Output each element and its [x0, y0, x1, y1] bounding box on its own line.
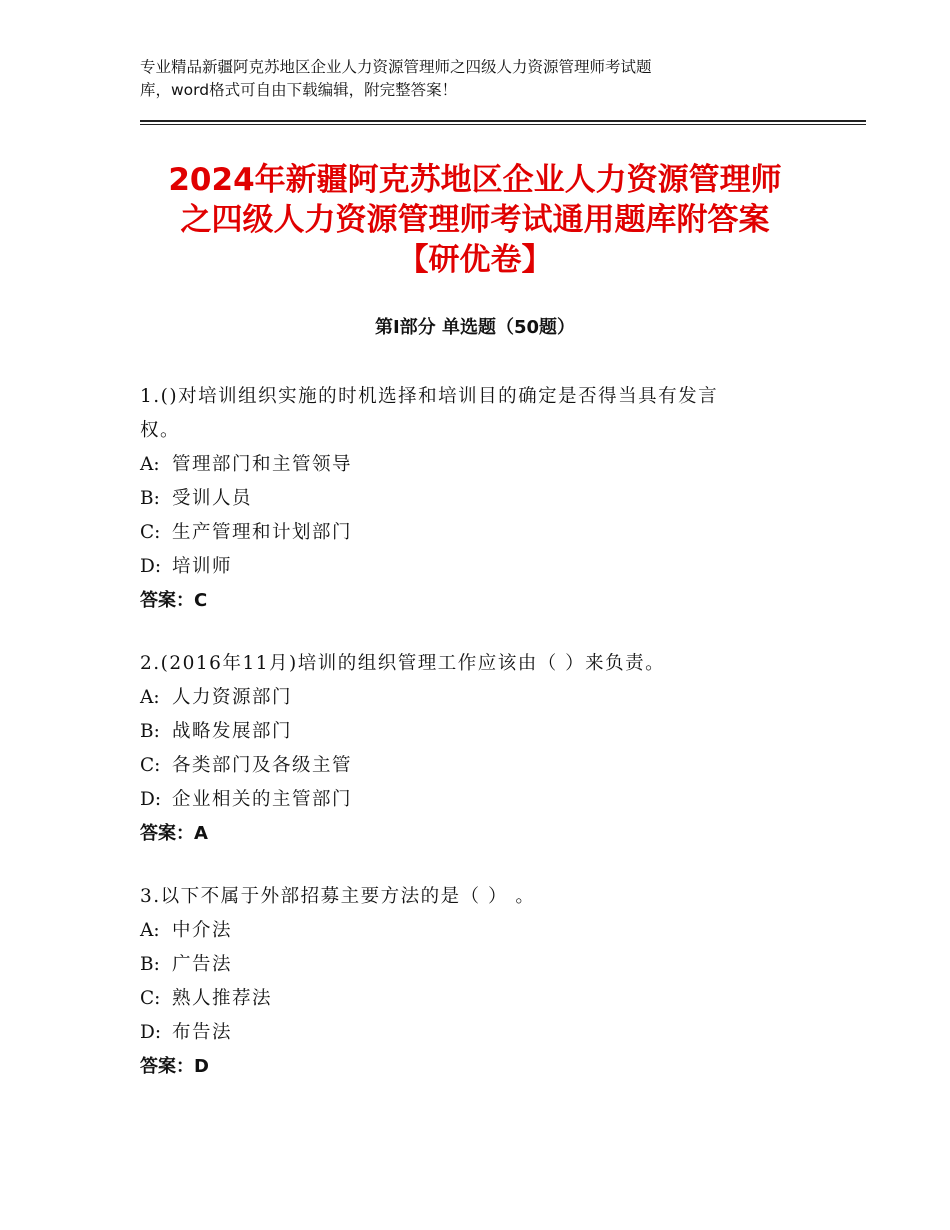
option-text: 布告法 [172, 1022, 233, 1043]
header-note-line-1: 专业精品新疆阿克苏地区企业人力资源管理师之四级人力资源管理师考试题 [140, 58, 652, 76]
answer-label: 答案：D [140, 1056, 209, 1077]
answer-label: 答案：A [140, 823, 208, 844]
option-text: 培训师 [172, 556, 233, 577]
option-d [140, 550, 820, 584]
document-title-line-3: 【研优卷】 [397, 242, 553, 278]
header-note [140, 56, 780, 102]
option-key: C: [140, 988, 161, 1009]
option-text: 生产管理和计划部门 [172, 522, 353, 543]
document-title-line-1: 2024年新疆阿克苏地区企业人力资源管理师 [168, 162, 782, 198]
option-c [140, 982, 820, 1016]
option-key: D: [140, 1022, 162, 1043]
option-key: C: [140, 755, 161, 776]
option-key: B: [140, 721, 160, 742]
option-d [140, 1016, 820, 1050]
option-key: C: [140, 522, 161, 543]
question-3 [140, 880, 820, 1084]
header-divider-top [140, 120, 866, 122]
option-key: D: [140, 789, 162, 810]
option-d [140, 783, 820, 817]
question-stem [140, 380, 820, 448]
question-stem [140, 647, 820, 681]
option-text: 企业相关的主管部门 [172, 789, 353, 810]
answer-label: 答案：C [140, 590, 208, 611]
option-b [140, 948, 820, 982]
option-text: 受训人员 [172, 488, 253, 509]
option-text: 中介法 [172, 920, 233, 941]
header-divider-bottom [140, 124, 866, 125]
question-stem-line-2: 权。 [140, 420, 181, 441]
question-2 [140, 647, 820, 851]
document-title-line-2: 之四级人力资源管理师考试通用题库附答案 [180, 202, 770, 238]
option-key: B: [140, 954, 160, 975]
option-a [140, 681, 820, 715]
option-key: B: [140, 488, 160, 509]
section-heading: 第Ⅰ部分 单选题（50题） [374, 317, 575, 338]
question-stem-line-1: 3.以下不属于外部招募主要方法的是（ ） 。 [140, 886, 536, 907]
option-c [140, 516, 820, 550]
option-key: A: [140, 920, 160, 941]
question-stem-line-1: 2.(2016年11月)培训的组织管理工作应该由（ ）来负责。 [140, 653, 666, 674]
document-title [100, 160, 850, 280]
option-key: D: [140, 556, 162, 577]
question-list [140, 380, 820, 1113]
option-text: 熟人推荐法 [172, 988, 273, 1009]
option-b [140, 715, 820, 749]
question-stem-line-1: 1.()对培训组织实施的时机选择和培训目的确定是否得当具有发言 [140, 386, 719, 407]
option-a [140, 914, 820, 948]
option-text: 各类部门及各级主管 [172, 755, 353, 776]
option-a [140, 448, 820, 482]
option-b [140, 482, 820, 516]
option-text: 广告法 [172, 954, 233, 975]
question-stem [140, 880, 820, 914]
option-key: A: [140, 687, 160, 708]
question-1 [140, 380, 820, 618]
option-c [140, 749, 820, 783]
option-text: 战略发展部门 [172, 721, 293, 742]
option-text: 人力资源部门 [172, 687, 293, 708]
option-text: 管理部门和主管领导 [172, 454, 353, 475]
header-note-line-2: 库，word格式可自由下载编辑，附完整答案！ [140, 81, 458, 99]
option-key: A: [140, 454, 160, 475]
